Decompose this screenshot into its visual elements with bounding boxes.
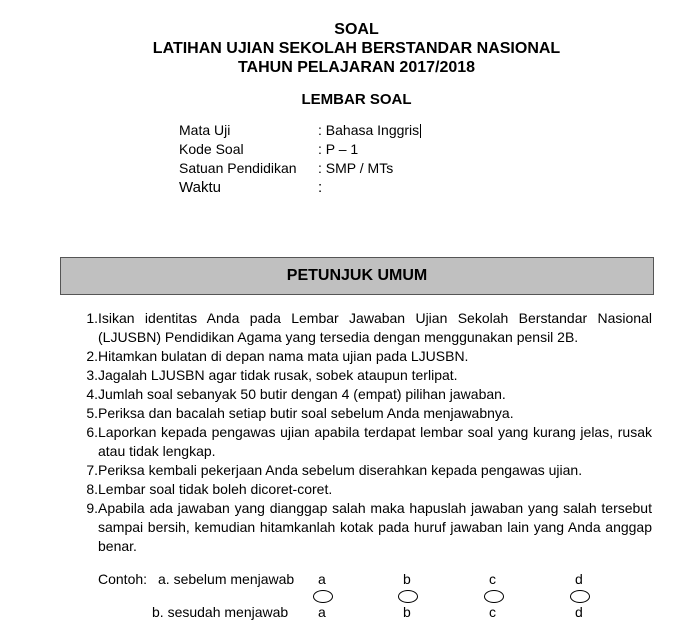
example-after-label: b. sesudah menjawab — [152, 604, 289, 620]
meta-row-code — [179, 140, 421, 159]
meta-row-time — [179, 178, 421, 197]
item-number: 1. — [86, 310, 98, 326]
item-text: Jumlah soal sebanyak 50 butir dengan 4 (empat) pilihan jawaban. — [98, 386, 506, 402]
answer-bubble — [570, 590, 590, 603]
banner-title: PETUNJUK UMUM — [286, 267, 428, 284]
choice-letter: c — [489, 571, 496, 587]
item-text: Laporkan kepada pengawas ujian apabila terdapat lembar soal yang kurang jelas, rusak atau tidak lengkap. — [98, 424, 652, 459]
item-number: 4. — [86, 386, 98, 402]
list-item — [60, 385, 652, 404]
list-item — [60, 423, 652, 461]
item-number: 2. — [86, 348, 98, 364]
example-before-label: a. sebelum menjawab — [158, 571, 295, 587]
instruction-list — [60, 309, 652, 556]
choice-letter: b — [403, 571, 411, 587]
choice-letter: c — [489, 604, 496, 620]
meta-value: : P – 1 — [318, 141, 359, 157]
item-number: 6. — [86, 424, 98, 440]
list-item — [60, 404, 652, 423]
text-cursor — [420, 124, 421, 138]
item-text: Periksa dan bacalah setiap butir soal sebelum Anda menjawabnya. — [98, 405, 514, 421]
meta-value: : SMP / MTs — [318, 160, 394, 176]
item-number: 8. — [86, 481, 98, 497]
meta-label: Mata Uji — [179, 122, 231, 138]
meta-row-level — [179, 159, 421, 178]
list-item — [60, 461, 652, 480]
item-number: 5. — [86, 405, 98, 421]
answer-bubble — [484, 590, 504, 603]
answer-bubble — [398, 590, 418, 603]
item-text: Isikan identitas Anda pada Lembar Jawaban Ujian Sekolah Berstandar Nasional (LJUSBN) Pendidikan Agama yang tersedia dengan menggunakan pensil 2B. — [98, 310, 652, 345]
list-item — [60, 480, 652, 499]
lembar-soal-heading: LEMBAR SOAL — [301, 91, 412, 108]
item-number: 7. — [86, 462, 98, 478]
title-exam-name: LATIHAN UJIAN SEKOLAH BERSTANDAR NASIONAL — [152, 40, 561, 57]
title-soal: SOAL — [334, 21, 379, 38]
item-number: 3. — [86, 367, 98, 383]
choice-letter: a — [318, 571, 326, 587]
meta-value: : Bahasa Inggris — [318, 122, 420, 138]
list-item — [60, 347, 652, 366]
meta-label: Waktu — [179, 179, 221, 196]
choice-letter: a — [318, 604, 326, 620]
choice-letter: d — [575, 604, 583, 620]
answer-bubble — [313, 590, 333, 603]
exam-info — [179, 121, 421, 197]
meta-label: Satuan Pendidikan — [179, 160, 297, 176]
meta-value: : — [318, 179, 323, 196]
choice-letter: b — [403, 604, 411, 620]
item-number: 9. — [86, 500, 98, 516]
example-prefix: Contoh: — [98, 571, 148, 587]
title-school-year: TAHUN PELAJARAN 2017/2018 — [237, 59, 476, 76]
document-header — [0, 20, 692, 77]
item-text: Apabila ada jawaban yang dianggap salah maka hapuslah jawaban yang salah tersebut sampai bersih, kemudian hitamkanlah kotak pada huruf jawaban lain yang Anda anggap benar. — [98, 500, 652, 554]
meta-label: Kode Soal — [179, 141, 244, 157]
item-text: Jagalah LJUSBN agar tidak rusak, sobek ataupun terlipat. — [98, 367, 458, 383]
item-text: Lembar soal tidak boleh dicoret-coret. — [98, 481, 333, 497]
meta-row-subject — [179, 121, 421, 140]
general-instructions-banner — [60, 257, 654, 295]
choice-letter: d — [575, 571, 583, 587]
list-item — [60, 366, 652, 385]
item-text: Hitamkan bulatan di depan nama mata ujian pada LJUSBN. — [98, 348, 469, 364]
list-item — [60, 309, 652, 347]
list-item — [60, 499, 652, 556]
item-text: Periksa kembali pekerjaan Anda sebelum diserahkan kepada pengawas ujian. — [98, 462, 583, 478]
